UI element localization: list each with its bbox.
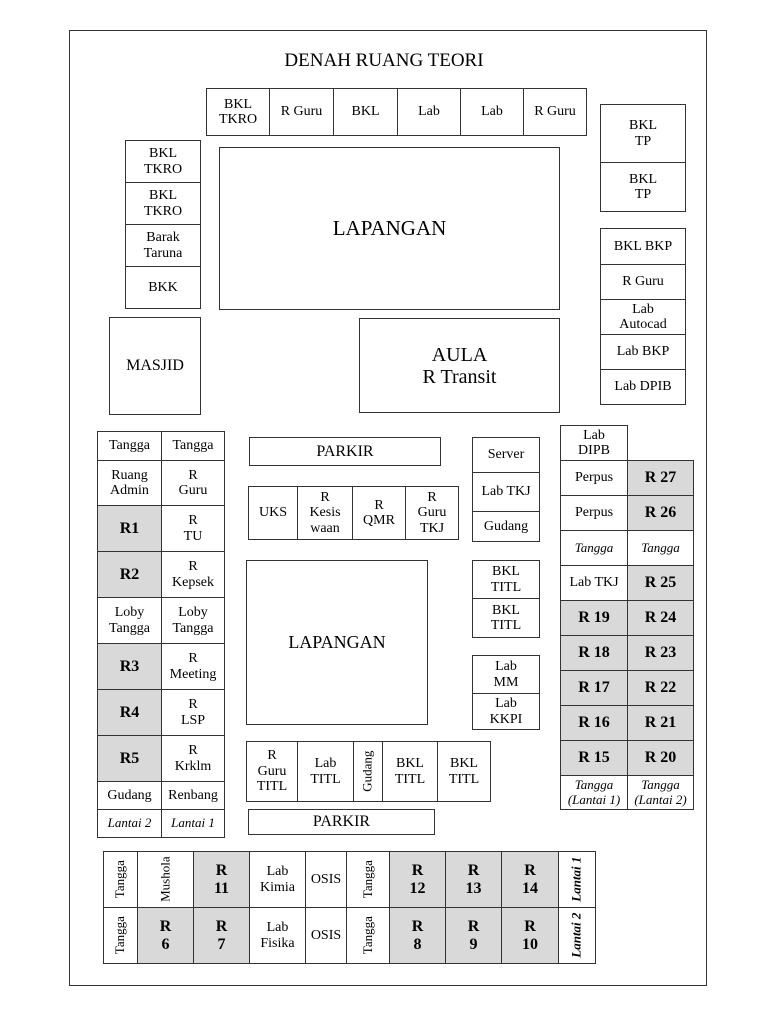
room-r-qmr[interactable]: R QMR [352,486,406,540]
room-lab-dipb[interactable]: Lab DIPB [560,425,628,461]
room-r6[interactable]: R 6 [137,907,194,964]
room-bkk[interactable]: BKK [125,266,201,309]
room-r21[interactable]: R 21 [627,705,694,741]
room-r-krklm[interactable]: R Krklm [161,735,225,782]
room-ruang-admin[interactable]: Ruang Admin [97,460,162,506]
room-gudang-left[interactable]: Gudang [97,781,162,810]
room-barak-taruna[interactable]: Barak Taruna [125,224,201,267]
room-bkl-titl-bottom-1[interactable]: BKL TITL [382,741,438,802]
room-r25[interactable]: R 25 [627,565,694,601]
room-r7[interactable]: R 7 [193,907,250,964]
room-tangga-bottom-2a[interactable] [103,907,138,964]
room-lab-dpib[interactable]: Lab DPIB [600,369,686,405]
room-tangga-lantai-1[interactable]: Tangga (Lantai 1) [560,775,628,810]
room-tangga-bottom-2b[interactable] [346,907,390,964]
room-mushola-label: Mushola [157,856,173,903]
room-lab-mm[interactable]: Lab MM [472,655,540,694]
room-lab-kimia[interactable]: Lab Kimia [249,851,306,908]
room-lab-tkj-right[interactable]: Lab TKJ [560,565,628,601]
room-r15[interactable]: R 15 [560,740,628,776]
room-lab-bkp[interactable]: Lab BKP [600,334,686,370]
room-gudang-bottom-label: Gudang [359,750,375,793]
room-tangga-bottom-1a[interactable] [103,851,138,908]
room-r8[interactable]: R 8 [389,907,446,964]
room-bkl-tp-1[interactable]: BKL TP [600,104,686,163]
room-tangga-bottom-1b[interactable] [346,851,390,908]
room-r-kepsek[interactable]: R Kepsek [161,551,225,598]
room-r13[interactable]: R 13 [445,851,502,908]
room-r11[interactable]: R 11 [193,851,250,908]
room-bkl-titl-center-1[interactable]: BKL TITL [472,560,540,599]
room-lab-kkpi[interactable]: Lab KKPI [472,693,540,730]
room-r-guru-top-2[interactable]: R Guru [523,88,587,136]
room-r-guru-top-1[interactable]: R Guru [269,88,334,136]
room-r-guru-right[interactable]: R Guru [600,264,686,300]
room-r9[interactable]: R 9 [445,907,502,964]
room-tangga-right-b[interactable]: Tangga [627,530,694,566]
room-r-guru-tkj[interactable]: R Guru TKJ [405,486,459,540]
room-lab-fisika[interactable]: Lab Fisika [249,907,306,964]
room-uks[interactable]: UKS [248,486,298,540]
room-r3[interactable]: R3 [97,643,162,690]
room-osis-1[interactable]: OSIS [305,851,347,908]
building-aula[interactable]: AULA R Transit [359,318,560,413]
room-lab-tkj-center[interactable]: Lab TKJ [472,472,540,512]
room-r-kesiswaan[interactable]: R Kesis waan [297,486,353,540]
room-r14[interactable]: R 14 [501,851,559,908]
room-loby-tangga-a[interactable]: Loby Tangga [97,597,162,644]
room-mushola[interactable] [137,851,194,908]
room-r5[interactable]: R5 [97,735,162,782]
room-r22[interactable]: R 22 [627,670,694,706]
label-lantai-2-bottom-text: Lantai 2 [568,912,584,959]
area-parkir-top: PARKIR [249,437,441,466]
label-lantai-1-left: Lantai 1 [161,809,225,838]
building-masjid[interactable]: MASJID [109,317,201,415]
label-lantai-2-bottom [558,907,596,964]
room-r-lsp[interactable]: R LSP [161,689,225,736]
room-tangga-left-a[interactable]: Tangga [97,431,162,461]
room-r-tu[interactable]: R TU [161,505,225,552]
room-r1[interactable]: R1 [97,505,162,552]
room-lab-autocad[interactable]: Lab Autocad [600,299,686,335]
room-osis-2[interactable]: OSIS [305,907,347,964]
room-bkl-tkro-top[interactable]: BKL TKRO [206,88,270,136]
room-gudang-bottom[interactable] [353,741,383,802]
room-r20[interactable]: R 20 [627,740,694,776]
room-r12[interactable]: R 12 [389,851,446,908]
page-title: DENAH RUANG TEORI [284,50,484,71]
room-tangga-bottom-1a-label: Tangga [112,860,128,899]
label-lantai-1-bottom [558,851,596,908]
field-lapangan-mid: LAPANGAN [246,560,428,725]
room-r-guru-titl[interactable]: R Guru TITL [246,741,298,802]
room-bkl-tp-2[interactable]: BKL TP [600,162,686,212]
room-r16[interactable]: R 16 [560,705,628,741]
room-r-guru-left[interactable]: R Guru [161,460,225,506]
room-r4[interactable]: R4 [97,689,162,736]
room-r19[interactable]: R 19 [560,600,628,636]
room-gudang-center[interactable]: Gudang [472,511,540,542]
room-tangga-bottom-2a-label: Tangga [112,916,128,955]
room-tangga-right-a[interactable]: Tangga [560,530,628,566]
room-bkl-bkp[interactable]: BKL BKP [600,228,686,265]
room-r24[interactable]: R 24 [627,600,694,636]
room-r17[interactable]: R 17 [560,670,628,706]
room-r2[interactable]: R2 [97,551,162,598]
room-bkl-tkro-left-1[interactable]: BKL TKRO [125,140,201,183]
room-renbang[interactable]: Renbang [161,781,225,810]
room-r10[interactable]: R 10 [501,907,559,964]
room-tangga-bottom-2b-label: Tangga [359,916,375,955]
room-bkl-titl-center-2[interactable]: BKL TITL [472,598,540,638]
room-lab-top-2[interactable]: Lab [460,88,524,136]
room-bkl-tkro-left-2[interactable]: BKL TKRO [125,182,201,225]
label-lantai-1-bottom-text: Lantai 1 [568,856,584,903]
room-r23[interactable]: R 23 [627,635,694,671]
room-lab-titl[interactable]: Lab TITL [297,741,354,802]
room-r18[interactable]: R 18 [560,635,628,671]
room-server[interactable]: Server [472,437,540,473]
room-perpus-1[interactable]: Perpus [560,460,628,496]
field-lapangan-top: LAPANGAN [219,147,560,310]
room-r26[interactable]: R 26 [627,495,694,531]
room-tangga-left-b[interactable]: Tangga [161,431,225,461]
label-lantai-2-left: Lantai 2 [97,809,162,838]
room-tangga-bottom-1b-label: Tangga [359,860,375,899]
room-bkl-top[interactable]: BKL [333,88,398,136]
room-perpus-2[interactable]: Perpus [560,495,628,531]
room-bkl-titl-bottom-2[interactable]: BKL TITL [437,741,491,802]
room-tangga-lantai-2[interactable]: Tangga (Lantai 2) [627,775,694,810]
room-r27[interactable]: R 27 [627,460,694,496]
area-parkir-bottom: PARKIR [248,809,435,835]
room-lab-top-1[interactable]: Lab [397,88,461,136]
room-loby-tangga-b[interactable]: Loby Tangga [161,597,225,644]
room-r-meeting[interactable]: R Meeting [161,643,225,690]
